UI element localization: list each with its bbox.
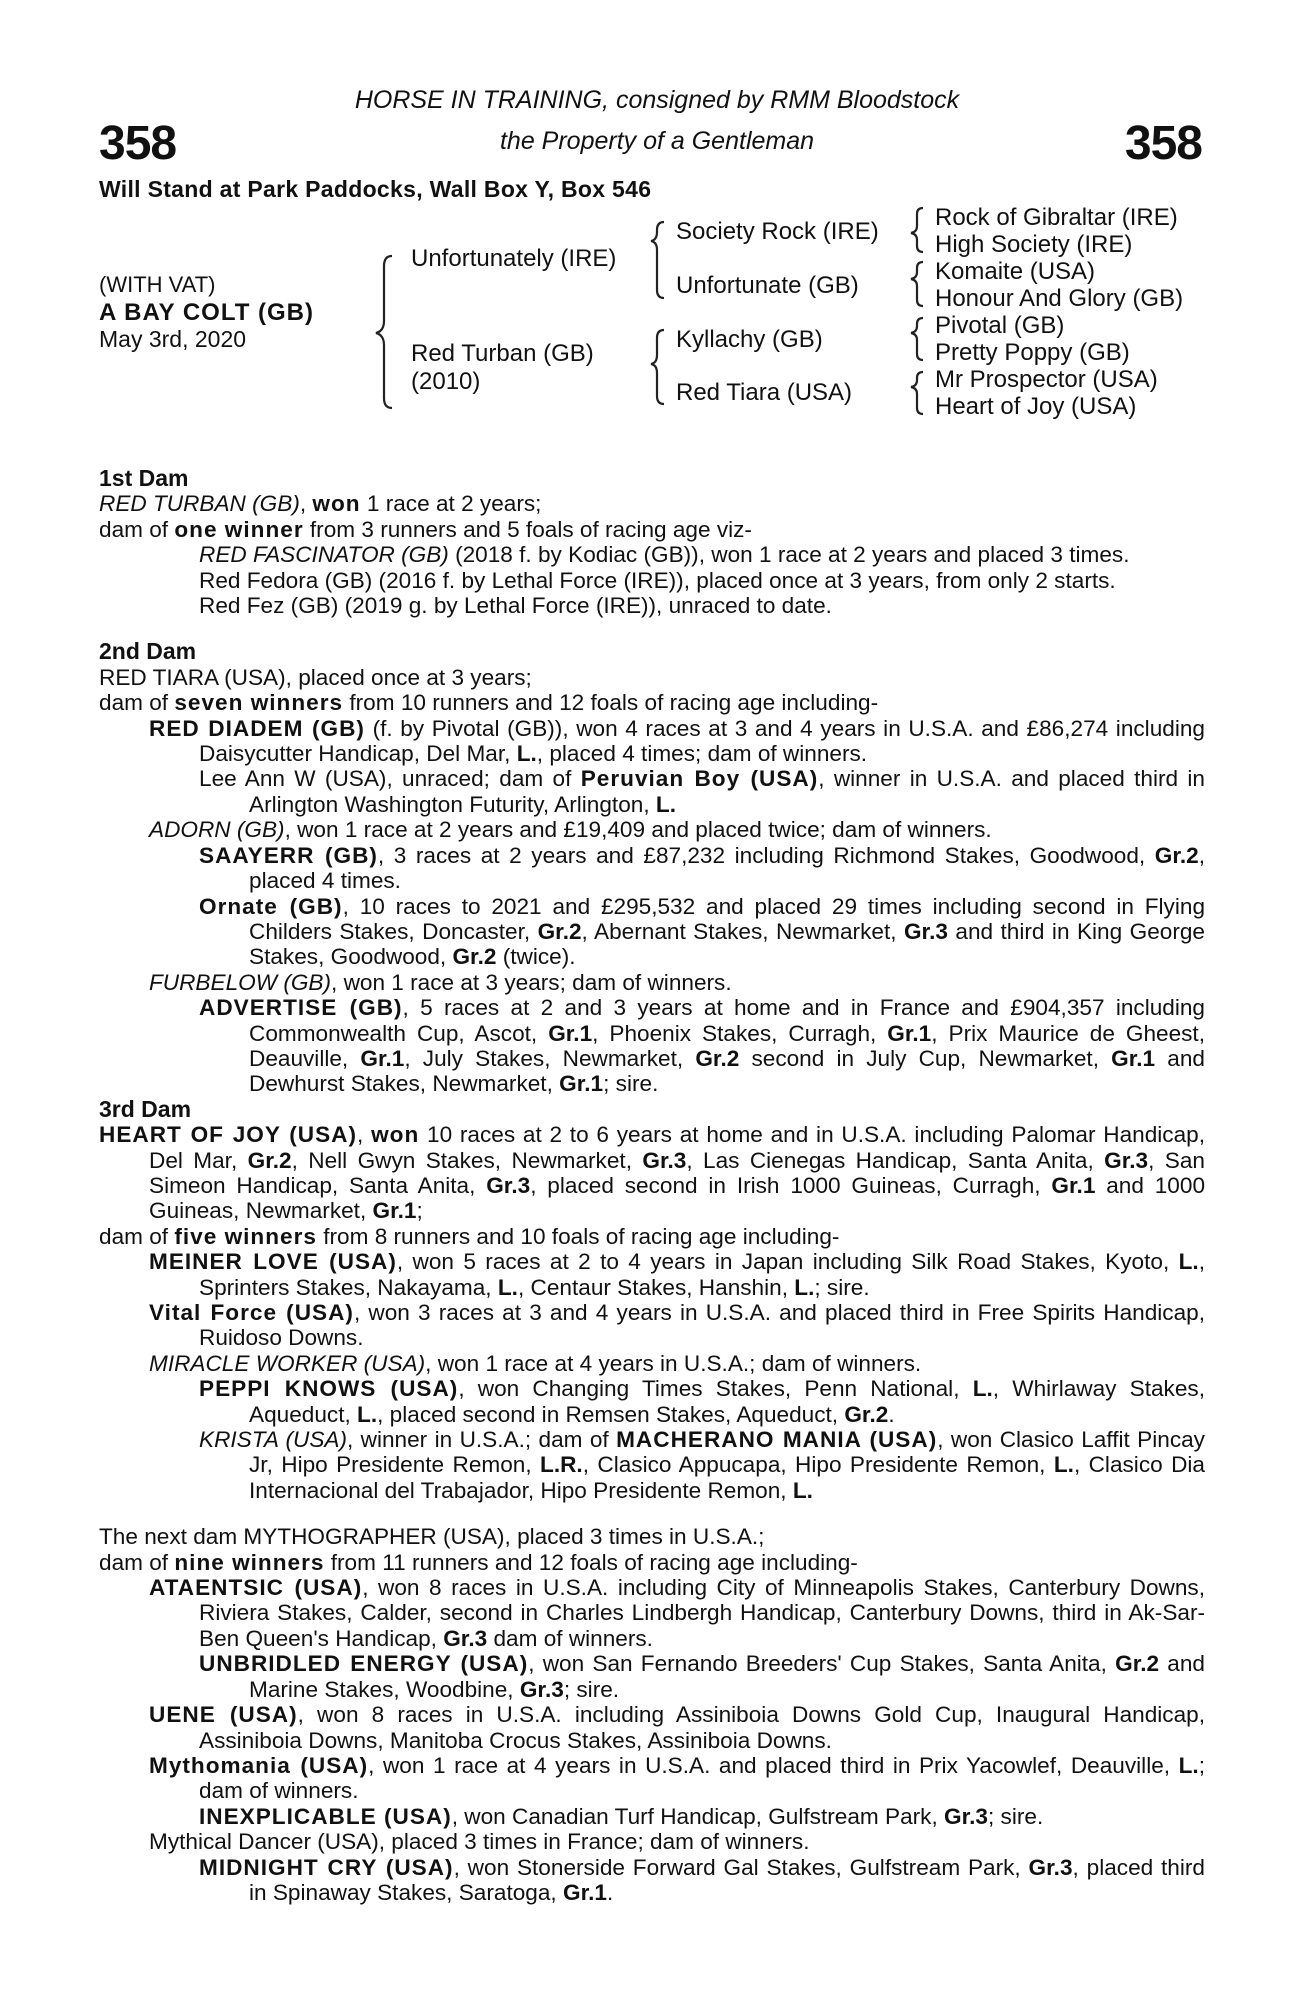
lot-number-left: 358 (99, 117, 177, 170)
sire-brace (651, 222, 664, 298)
progeny-entry: MIDNIGHT CRY (USA), won Stonerside Forward Gal Stakes, Gulfstream Park, Gr.3, placed third in Spinaway Stakes, Saratoga, Gr.1. (199, 1854, 1205, 1905)
progeny-entry: Red Fez (GB) (2019 g. by Lethal Force (IRE)), unraced to date. (199, 593, 832, 619)
progeny-entry: Mythomania (USA), won 1 race at 4 years in U.S.A. and placed third in Prix Yacowlef, Deauville, L.; dam of winners. (149, 1752, 1205, 1804)
progeny-entry: Mythical Dancer (USA), placed 3 times in France; dam of winners. (149, 1829, 810, 1855)
second-dam-heading: 2nd Dam (99, 638, 197, 665)
sire-name: Unfortunately (IRE) (411, 245, 617, 272)
ss-brace (911, 208, 923, 252)
ggp-6: Pretty Poppy (GB) (935, 339, 1130, 366)
dam-sire: Kyllachy (GB) (676, 326, 823, 353)
consignor-line: HORSE IN TRAINING, consigned by RMM Bloodstock (354, 86, 960, 114)
property-line: the Property of a Gentleman (499, 127, 815, 155)
dam-name: Red Turban (GB) (411, 340, 594, 367)
ggp-8: Heart of Joy (USA) (935, 393, 1137, 420)
sire-dam-brace (376, 256, 392, 408)
progeny-entry: ADVERTISE (GB), 5 races at 2 and 3 years at home and in France and £904,357 including Commonwealth Cup, Ascot, Gr.1, Phoenix Stakes, Curragh, Gr.1, Prix Maurice de Gheest, Deauville, Gr.1, July Stakes, Newmarket, Gr.2 second in July Cup, Newmarket, Gr.1 and Dewhurst Stakes, Newmarket, Gr.1; sire. (199, 995, 1205, 1097)
ggp-3: Komaite (USA) (935, 258, 1096, 285)
progeny-entry: ATAENTSIC (USA), won 8 races in U.S.A. including City of Minneapolis Stakes, Canterbury Downs, Riviera Stakes, Calder, second in Charles Lindbergh Handicap, Canterbury Downs, third in Ak-Sar-Ben Queen's Handicap, Gr.3 dam of winners. (149, 1575, 1205, 1651)
ggp-7: Mr Prospector (USA) (935, 366, 1158, 393)
progeny-entry: ADORN (GB), won 1 race at 2 years and £19,409 and placed twice; dam of winners. (149, 817, 992, 843)
catalogue-body (99, 466, 1205, 1905)
sire-dam: Unfortunate (GB) (676, 272, 859, 299)
progeny-entry: UNBRIDLED ENERGY (USA), won San Fernando Breeders' Cup Stakes, Santa Anita, Gr.2 and Marine Stakes, Woodbine, Gr.3; sire. (199, 1651, 1205, 1702)
progeny-entry: MIRACLE WORKER (USA), won 1 race at 4 years in U.S.A.; dam of winners. (149, 1350, 922, 1376)
progeny-entry: Lee Ann W (USA), unraced; dam of Peruvian Boy (USA), winner in U.S.A. and placed third in Arlington Washington Futurity, Arlington, L. (199, 766, 1205, 817)
progeny-entry: RED FASCINATOR (GB) (2018 f. by Kodiac (GB)), won 1 race at 2 years and placed 3 times. (199, 542, 1130, 568)
progeny-entry: Red Fedora (GB) (2016 f. by Lethal Force (IRE)), placed once at 3 years, from only 2 starts. (199, 567, 1116, 593)
progeny-entry: RED DIADEM (GB) (f. by Pivotal (GB)), won 4 races at 3 and 4 years in U.S.A. and £86,274 including Daisycutter Handicap, Del Mar, L., placed 4 times; dam of winners. (149, 715, 1205, 767)
second-dam-produce-line: dam of seven winners from 10 runners and 12 foals of racing age including- (99, 690, 879, 716)
first-dam-produce-line: dam of one winner from 3 runners and 5 foals of racing age viz- (99, 516, 752, 542)
stable-location: Will Stand at Park Paddocks, Wall Box Y, Box 546 (99, 176, 652, 202)
progeny-entry: PEPPI KNOWS (USA), won Changing Times Stakes, Penn National, L., Whirlaway Stakes, Aqueduct, L., placed second in Remsen Stakes, Aqueduct, Gr.2. (199, 1376, 1205, 1427)
first-dam-line: RED TURBAN (GB), won 1 race at 2 years; (99, 491, 542, 517)
ggp-1: Rock of Gibraltar (IRE) (935, 204, 1178, 231)
third-dam-line: HEART OF JOY (USA), won 10 races at 2 to 6 years at home and in U.S.A. including Palomar Handicap, Del Mar, Gr.2, Nell Gwyn Stakes, Newmarket, Gr.3, Las Cienegas Handicap, Santa Anita, Gr.3, San Simeon Handicap, Santa Anita, Gr.3, placed second in Irish 1000 Guineas, Curragh, Gr.1 and 1000 Guineas, Newmarket, Gr.1; (99, 1122, 1206, 1224)
progeny-entry: KRISTA (USA), winner in U.S.A.; dam of MACHERANO MANIA (USA), won Clasico Laffit Pincay Jr, Hipo Presidente Remon, L.R., Clasico Appucapa, Hipo Presidente Remon, L., Clasico Dia Internacional del Trabajador, Hipo Presidente Remon, L. (199, 1427, 1205, 1503)
lot-number-right: 358 (1124, 117, 1202, 170)
dam-year: (2010) (411, 368, 481, 395)
sd-brace (911, 262, 923, 306)
dam-brace (651, 330, 664, 404)
first-dam-heading: 1st Dam (99, 465, 189, 491)
vat-note: (WITH VAT) (99, 272, 216, 297)
ggp-2: High Society (IRE) (935, 231, 1133, 258)
third-dam-produce-line: dam of five winners from 8 runners and 10 foals of racing age including- (99, 1223, 840, 1249)
progeny-entry: SAAYERR (GB), 3 races at 2 years and £87,232 including Richmond Stakes, Goodwood, Gr.2, placed 4 times. (199, 842, 1205, 894)
third-dam-heading: 3rd Dam (99, 1095, 192, 1122)
progeny-entry: INEXPLICABLE (USA), won Canadian Turf Handicap, Gulfstream Park, Gr.3; sire. (199, 1803, 1044, 1829)
sire-sire: Society Rock (IRE) (676, 218, 879, 245)
second-dam-line: RED TIARA (USA), placed once at 3 years; (99, 664, 532, 690)
progeny-entry: Ornate (GB), 10 races to 2021 and £295,532 and placed 29 times including second in Flying Childers Stakes, Doncaster, Gr.2, Abernant Stakes, Newmarket, Gr.3 and third in King George Stakes, Goodwood, Gr.2 (twice). (199, 893, 1206, 970)
next-dam-produce-line: dam of nine winners from 11 runners and 12 foals of racing age including- (99, 1549, 858, 1575)
dd-brace (911, 372, 923, 414)
progeny-entry: MEINER LOVE (USA), won 5 races at 2 to 4 years in Japan including Silk Road Stakes, Kyoto, L., Sprinters Stakes, Nakayama, L., Centaur Stakes, Hanshin, L.; sire. (149, 1249, 1205, 1300)
next-dam-line: The next dam MYTHOGRAPHER (USA), placed 3 times in U.S.A.; (99, 1524, 765, 1550)
progeny-entry: UENE (USA), won 8 races in U.S.A. including Assiniboia Downs Gold Cup, Inaugural Handicap, Assiniboia Downs, Manitoba Crocus Stakes, Assiniboia Downs. (149, 1702, 1205, 1753)
horse-name: A BAY COLT (GB) (99, 299, 315, 326)
progeny-entry: Vital Force (USA), won 3 races at 3 and 4 years in U.S.A. and placed third in Free Spirits Handicap, Ruidoso Downs. (149, 1300, 1206, 1351)
foaling-date: May 3rd, 2020 (99, 326, 247, 352)
ggp-5: Pivotal (GB) (935, 312, 1065, 339)
ggp-4: Honour And Glory (GB) (935, 285, 1184, 312)
progeny-entry: FURBELOW (GB), won 1 race at 3 years; dam of winners. (149, 969, 732, 995)
ds-brace (911, 318, 923, 360)
dam-dam: Red Tiara (USA) (676, 379, 853, 406)
